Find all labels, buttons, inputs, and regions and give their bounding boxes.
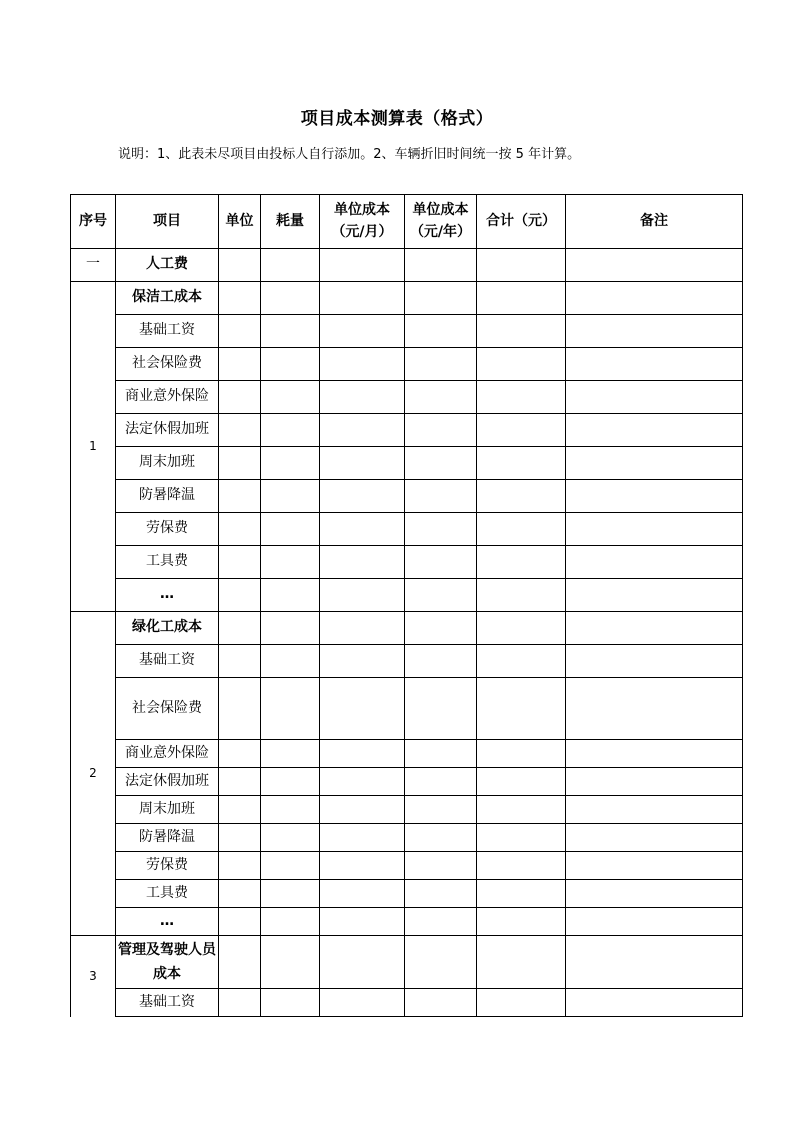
table-row: [71, 480, 743, 513]
table-row: [71, 579, 743, 612]
table-row: [71, 645, 743, 678]
item-label: 基础工资: [116, 645, 219, 678]
item-label: …: [116, 908, 219, 936]
table-row: [71, 936, 743, 989]
group-title: 绿化工成本: [116, 612, 219, 645]
item-label: 工具费: [116, 546, 219, 579]
table-row: [71, 740, 743, 768]
table-row: [71, 282, 743, 315]
table-row: [71, 768, 743, 796]
table-row: [71, 880, 743, 908]
table-row: [71, 824, 743, 852]
header-remark: 备注: [566, 195, 743, 249]
table-row: [71, 612, 743, 645]
header-total: 合计（元）: [477, 195, 566, 249]
item-label: 防暑降温: [116, 480, 219, 513]
header-unit: 单位: [219, 195, 261, 249]
section-row: [71, 249, 743, 282]
item-label: 商业意外保险: [116, 381, 219, 414]
cost-table: [70, 194, 743, 1017]
table-row: [71, 447, 743, 480]
document-note: 说明：1、此表未尽项目由投标人自行添加。2、车辆折旧时间统一按 5 年计算。: [118, 147, 581, 162]
table-row: [71, 315, 743, 348]
group-seq: 1: [71, 282, 116, 612]
table-row: [71, 348, 743, 381]
item-label: 基础工资: [116, 989, 219, 1017]
header-row: [71, 195, 743, 249]
document-title: 项目成本测算表（格式）: [300, 109, 494, 129]
table-row: [71, 796, 743, 824]
group-seq: 2: [71, 612, 116, 936]
table-row: [71, 678, 743, 740]
item-label: 周末加班: [116, 447, 219, 480]
item-label: 劳保费: [116, 852, 219, 880]
item-label: 法定休假加班: [116, 414, 219, 447]
header-consumption: 耗量: [261, 195, 320, 249]
table-row: [71, 908, 743, 936]
table-row: [71, 381, 743, 414]
group-title: 保洁工成本: [116, 282, 219, 315]
section-label: 人工费: [116, 249, 219, 282]
item-label: 商业意外保险: [116, 740, 219, 768]
item-label: 周末加班: [116, 796, 219, 824]
item-label: 劳保费: [116, 513, 219, 546]
header-unit-cost-year: 单位成本（元/年）: [405, 195, 477, 249]
header-seq: 序号: [71, 195, 116, 249]
item-label: 基础工资: [116, 315, 219, 348]
table-row: [71, 414, 743, 447]
group-title: 管理及驾驶人员成本: [116, 936, 219, 989]
item-label: 社会保险费: [116, 678, 219, 740]
item-label: 工具费: [116, 880, 219, 908]
item-label: 法定休假加班: [116, 768, 219, 796]
table-row: [71, 513, 743, 546]
table-row: [71, 546, 743, 579]
header-item: 项目: [116, 195, 219, 249]
item-label: …: [116, 579, 219, 612]
section-seq: 一: [71, 249, 116, 282]
item-label: 防暑降温: [116, 824, 219, 852]
item-label: 社会保险费: [116, 348, 219, 381]
group-seq: 3: [71, 936, 116, 1017]
header-unit-cost-month: 单位成本（元/月）: [320, 195, 405, 249]
table-row: [71, 852, 743, 880]
table-row: [71, 989, 743, 1017]
